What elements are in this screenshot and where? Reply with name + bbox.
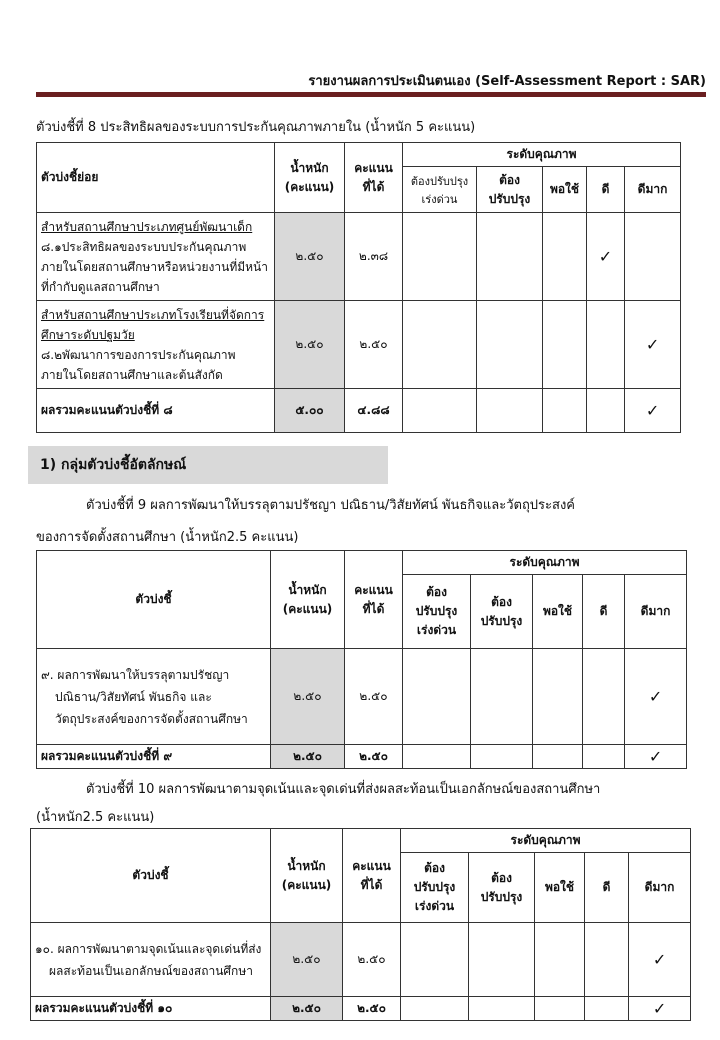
check-icon: ✓	[625, 389, 681, 433]
ind9-level-2: พอใช้	[533, 575, 583, 649]
ind10-row-score: ๒.๕๐	[343, 923, 401, 997]
ind10-col-score: คะแนน ที่ได้	[343, 829, 401, 923]
table-row	[37, 301, 681, 389]
table-row	[37, 213, 681, 301]
ind10-col-weight: น้ำหนัก (คะแนน)	[271, 829, 343, 923]
ind8-level-2: พอใช้	[543, 167, 587, 213]
ind8-row2-weight: ๒.๕๐	[275, 301, 345, 389]
ind10-col-ind: ตัวบ่งชี้	[31, 829, 271, 923]
ind8-total-weight: ๕.๐๐	[275, 389, 345, 433]
ind8-row2-text: ๘.๒พัฒนาการของการประกันคุณภาพภายในโดยสถานศึกษาและต้นสังกัด	[41, 347, 236, 382]
ind9-col-score: คะแนน ที่ได้	[345, 551, 403, 649]
check-icon: ✓	[629, 997, 691, 1021]
ind10-level-2: พอใช้	[535, 853, 585, 923]
ind9-total-weight: ๒.๕๐	[271, 745, 345, 769]
table-row	[37, 389, 681, 433]
ind9-col-ind: ตัวบ่งชี้	[37, 551, 271, 649]
group-heading: 1) กลุ่มตัวบ่งชี้อัตลักษณ์	[28, 446, 388, 484]
ind10-total-label: ผลรวมคะแนนตัวบ่งชี้ที่ ๑๐	[31, 997, 271, 1021]
ind8-col-level: ระดับคุณภาพ	[403, 143, 681, 167]
ind10-level-3: ดี	[585, 853, 629, 923]
ind10-table	[30, 828, 691, 1021]
ind8-level-1: ต้อง ปรับปรุง	[477, 167, 543, 213]
table-row	[31, 997, 691, 1021]
ind8-row1-text: ๘.๑ประสิทธิผลของระบบประกันคุณภาพภายในโดยสถานศึกษาหรือหน่วยงานที่มีหน้าที่กำกับดูแลสถานศึกษา	[41, 239, 268, 294]
ind8-level-0: ต้องปรับปรุง เร่งด่วน	[403, 167, 477, 213]
ind8-table	[36, 142, 681, 433]
ind8-col-weight: น้ำหนัก (คะแนน)	[275, 143, 345, 213]
ind10-level-4: ดีมาก	[629, 853, 691, 923]
report-header-title: รายงานผลการประเมินตนเอง (Self-Assessment Report : SAR)	[308, 74, 706, 89]
ind9-col-level: ระดับคุณภาพ	[403, 551, 687, 575]
ind10-row-weight: ๒.๕๐	[271, 923, 343, 997]
ind8-row1-subhead: สำหรับสถานศึกษาประเภทศูนย์พัฒนาเด็ก	[41, 219, 253, 234]
ind9-col-weight: น้ำหนัก (คะแนน)	[271, 551, 345, 649]
ind8-total-score: ๔.๘๘	[345, 389, 403, 433]
table-row	[37, 745, 687, 769]
table-row	[37, 649, 687, 745]
ind8-row1-score: ๒.๓๘	[345, 213, 403, 301]
ind8-row2-score: ๒.๕๐	[345, 301, 403, 389]
ind10-total-score: ๒.๕๐	[343, 997, 401, 1021]
ind8-total-label: ผลรวมคะแนนตัวบ่งชี้ที่ ๘	[37, 389, 275, 433]
ind8-row1-weight: ๒.๕๐	[275, 213, 345, 301]
table-row	[31, 923, 691, 997]
ind8-heading: ตัวบ่งชี้ที่ 8 ประสิทธิผลของระบบการประกันคุณภาพภายใน (น้ำหนัก 5 คะแนน)	[36, 120, 476, 135]
ind9-level-1: ต้อง ปรับปรุง	[471, 575, 533, 649]
header-divider-bar	[36, 92, 706, 97]
ind9-level-3: ดี	[583, 575, 625, 649]
check-icon: ✓	[625, 301, 681, 389]
ind8-level-4: ดีมาก	[625, 167, 681, 213]
ind9-heading-line1: ตัวบ่งชี้ที่ 9 ผลการพัฒนาให้บรรลุตามปรัชญา ปณิธาน/วิสัยทัศน์ พันธกิจและวัตถุประสงค์	[86, 498, 576, 513]
check-icon: ✓	[625, 649, 687, 745]
ind8-col-sub: ตัวบ่งชี้ย่อย	[37, 143, 275, 213]
ind10-row-text: ๑๐. ผลการพัฒนาตามจุดเน้นและจุดเด่นที่ส่งผลสะท้อนเป็นเอกลักษณ์ของสถานศึกษา	[31, 923, 271, 997]
ind10-col-level: ระดับคุณภาพ	[401, 829, 691, 853]
ind10-heading-line1: ตัวบ่งชี้ที่ 10 ผลการพัฒนาตามจุดเน้นและจุดเด่นที่ส่งผลสะท้อนเป็นเอกลักษณ์ของสถานศึกษา	[86, 782, 601, 797]
ind9-level-4: ดีมาก	[625, 575, 687, 649]
check-icon: ✓	[629, 923, 691, 997]
ind9-total-label: ผลรวมคะแนนตัวบ่งชี้ที่ ๙	[37, 745, 271, 769]
ind10-total-weight: ๒.๕๐	[271, 997, 343, 1021]
check-icon: ✓	[625, 745, 687, 769]
ind9-row-weight: ๒.๕๐	[271, 649, 345, 745]
ind10-level-0: ต้อง ปรับปรุง เร่งด่วน	[401, 853, 469, 923]
ind8-row2-subhead: สำหรับสถานศึกษาประเภทโรงเรียนที่จัดการศึกษาระดับปฐมวัย	[41, 307, 265, 342]
ind9-level-0: ต้อง ปรับปรุง เร่งด่วน	[403, 575, 471, 649]
ind9-total-score: ๒.๕๐	[345, 745, 403, 769]
check-icon: ✓	[587, 213, 625, 301]
ind9-heading-line2: ของการจัดตั้งสถานศึกษา (น้ำหนัก2.5 คะแนน)	[36, 530, 299, 545]
ind8-col-score: คะแนน ที่ได้	[345, 143, 403, 213]
ind9-row-score: ๒.๕๐	[345, 649, 403, 745]
ind8-level-3: ดี	[587, 167, 625, 213]
ind10-heading-line2: (น้ำหนัก2.5 คะแนน)	[36, 810, 155, 825]
ind10-level-1: ต้อง ปรับปรุง	[469, 853, 535, 923]
ind9-table	[36, 550, 687, 769]
ind9-row-text: ๙. ผลการพัฒนาให้บรรลุตามปรัชญาปณิธาน/วิสัยทัศน์ พันธกิจ และวัตถุประสงค์ของการจัดตั้งสถานศึกษา	[37, 649, 271, 745]
